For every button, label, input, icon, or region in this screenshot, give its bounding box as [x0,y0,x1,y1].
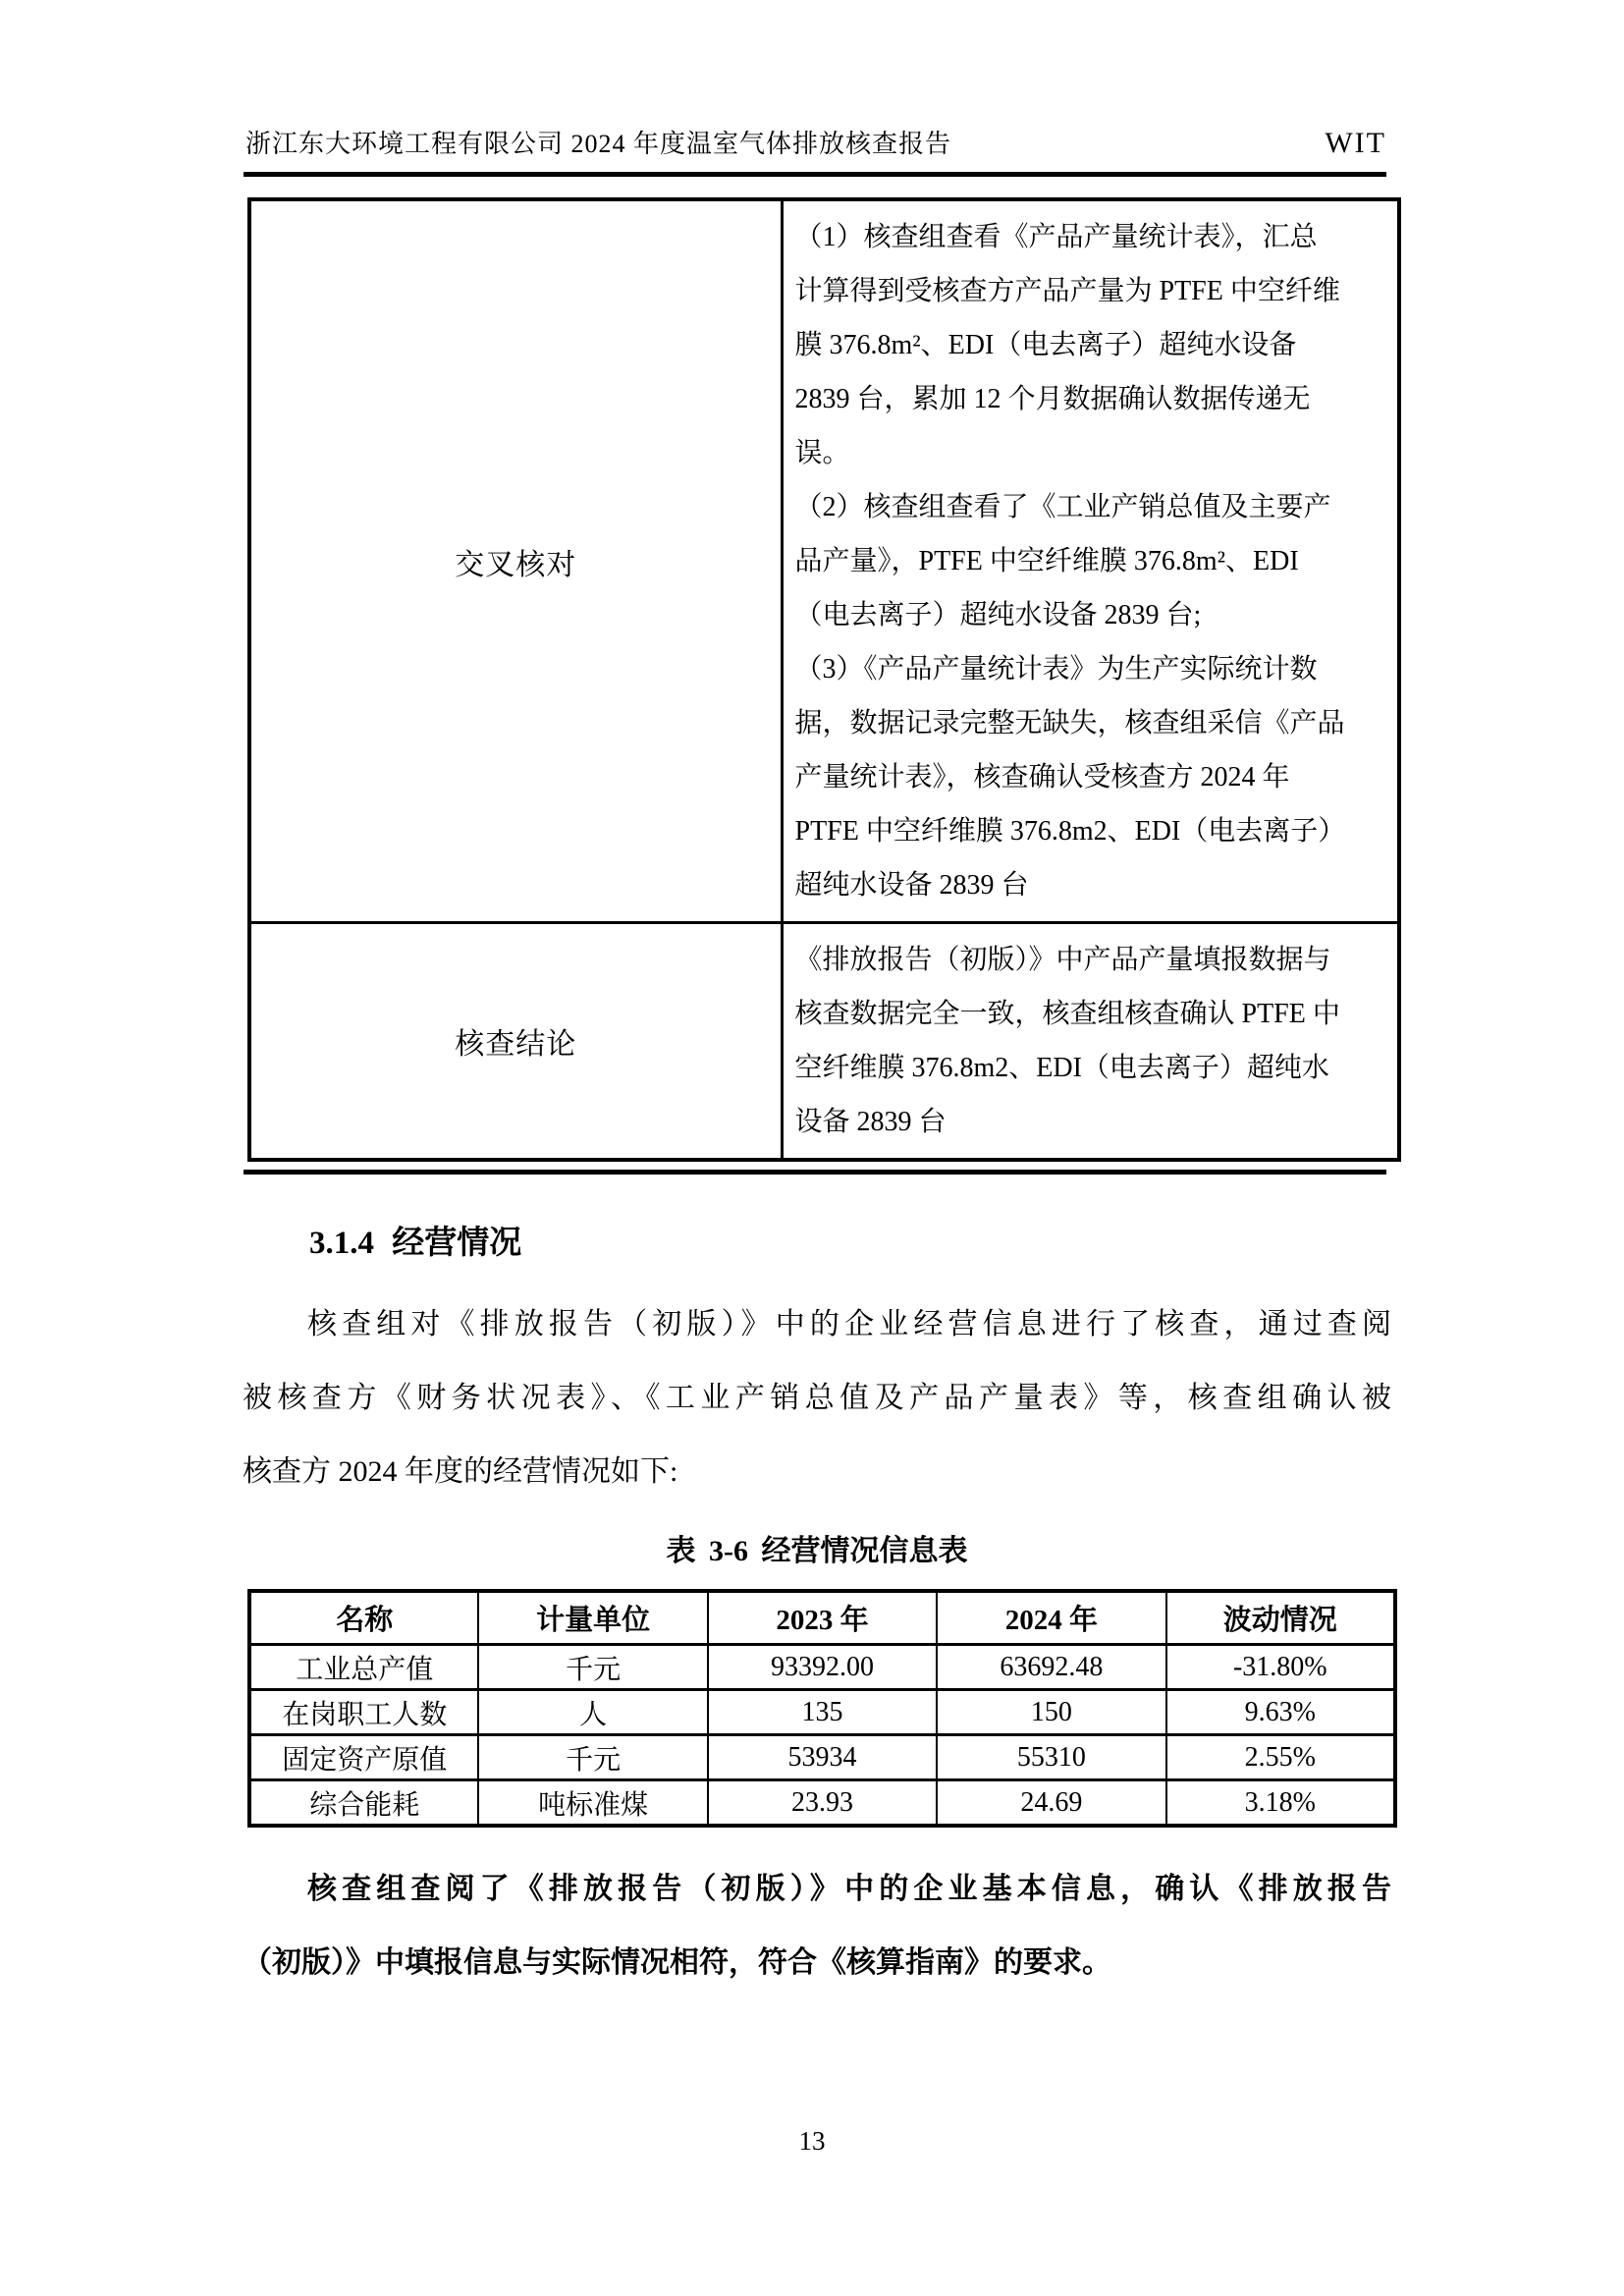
cell-line: 超纯水设备 2839 台 [794,870,1029,901]
conclusion-content [782,923,1399,1161]
table-cell: 在岗职工人数 [249,1690,478,1735]
paragraph-line: （初版）》中填报信息与实际情况相符，符合《核算指南》的要求。 [243,1946,1111,1979]
table-cell: 93392.00 [708,1645,937,1690]
cell-line: 据，数据记录完整无缺失，核查组采信《产品 [794,708,1345,738]
table-row [249,1735,1395,1780]
cell-line: （2）核查组查看了《工业产销总值及主要产 [794,492,1331,522]
cell-line: 设备 2839 台 [794,1107,947,1137]
table-cell: 135 [708,1690,937,1735]
page-header [245,124,1386,160]
table-cell: 千元 [478,1735,707,1780]
cell-line: 品产量》，PTFE 中空纤维膜 376.8m²、EDI [794,546,1299,576]
table-cell: 综合能耗 [249,1780,478,1827]
table-row-conclusion [249,923,1399,1161]
cell-line: 核查数据完全一致，核查组核查确认 PTFE 中 [794,999,1340,1029]
table-cell: 2.55% [1166,1735,1395,1780]
header-title: 浙江东大环境工程有限公司 2024 年度温室气体排放核查报告 [245,130,952,158]
table-cell: 55310 [937,1735,1165,1780]
cell-line: 产量统计表》，核查确认受核查方 2024 年 [794,762,1290,793]
header-rule [244,172,1386,177]
table-cell: 千元 [478,1645,707,1690]
cell-line: 误。 [794,438,850,468]
column-header-name: 名称 [249,1591,478,1645]
paragraph-line: 核查组对《排放报告（初版）》中的企业经营信息进行了核查，通过查阅 [307,1308,1391,1340]
table-cell: 24.69 [937,1780,1165,1827]
page-number: 13 [798,2126,826,2156]
column-header-fluctuation: 波动情况 [1166,1591,1395,1645]
paragraph-line: 核查方 2024 年度的经营情况如下: [243,1455,678,1488]
cell-line: 2839 台，累加 12 个月数据确认数据传递无 [794,384,1311,414]
column-header-unit: 计量单位 [478,1591,707,1645]
paragraph-business-intro [243,1287,1391,1508]
table-cell: 23.93 [708,1780,937,1827]
cell-line: 空纤维膜 376.8m2、EDI（电去离子）超纯水 [794,1053,1329,1083]
section-heading: 3.1.4 经营情况 [309,1226,522,1261]
column-header-2023: 2023 年 [708,1591,937,1645]
cell-line: （1）核查组查看《产品产量统计表》，汇总 [794,222,1318,252]
header-logo: WIT [1325,127,1386,159]
table-cell: 工业总产值 [249,1645,478,1690]
table-row-cross-check [249,199,1399,923]
table-cell: -31.80% [1166,1645,1395,1690]
paragraph-line: 核查组查阅了《排放报告（初版）》中的企业基本信息，确认《排放报告 [307,1873,1391,1905]
business-info-table [247,1589,1397,1828]
table-cell: 人 [478,1690,707,1735]
cell-line: PTFE 中空纤维膜 376.8m2、EDI（电去离子） [794,816,1346,847]
section-divider [244,1170,1386,1175]
conclusion-label: 核查结论 [249,923,782,1161]
table-cell: 固定资产原值 [249,1735,478,1780]
table-caption: 表 3-6 经营情况信息表 [666,1535,968,1567]
cell-line: 《排放报告（初版）》中产品产量填报数据与 [794,945,1331,975]
cross-check-label: 交叉核对 [249,199,782,923]
closing-paragraph [243,1852,1391,1999]
cell-line: （电去离子）超纯水设备 2839 台; [794,600,1202,630]
cell-line: 膜 376.8m²、EDI（电去离子）超纯水设备 [794,330,1297,360]
table-row [249,1645,1395,1690]
cross-check-content [782,199,1399,923]
table-row [249,1690,1395,1735]
column-header-2024: 2024 年 [937,1591,1165,1645]
cell-line: 计算得到受核查方产品产量为 PTFE 中空纤维 [794,276,1340,306]
table-header-row [249,1591,1395,1645]
table-cell: 150 [937,1690,1165,1735]
verification-table [247,197,1401,1162]
paragraph-line: 被核查方《财务状况表》、《工业产销总值及产品产量表》等，核查组确认被 [243,1382,1391,1414]
table-cell: 63692.48 [937,1645,1165,1690]
table-row [249,1780,1395,1827]
table-cell: 53934 [708,1735,937,1780]
table-cell: 吨标准煤 [478,1780,707,1827]
table-cell: 9.63% [1166,1690,1395,1735]
table-cell: 3.18% [1166,1780,1395,1827]
cell-line: （3）《产品产量统计表》为生产实际统计数 [794,654,1318,684]
